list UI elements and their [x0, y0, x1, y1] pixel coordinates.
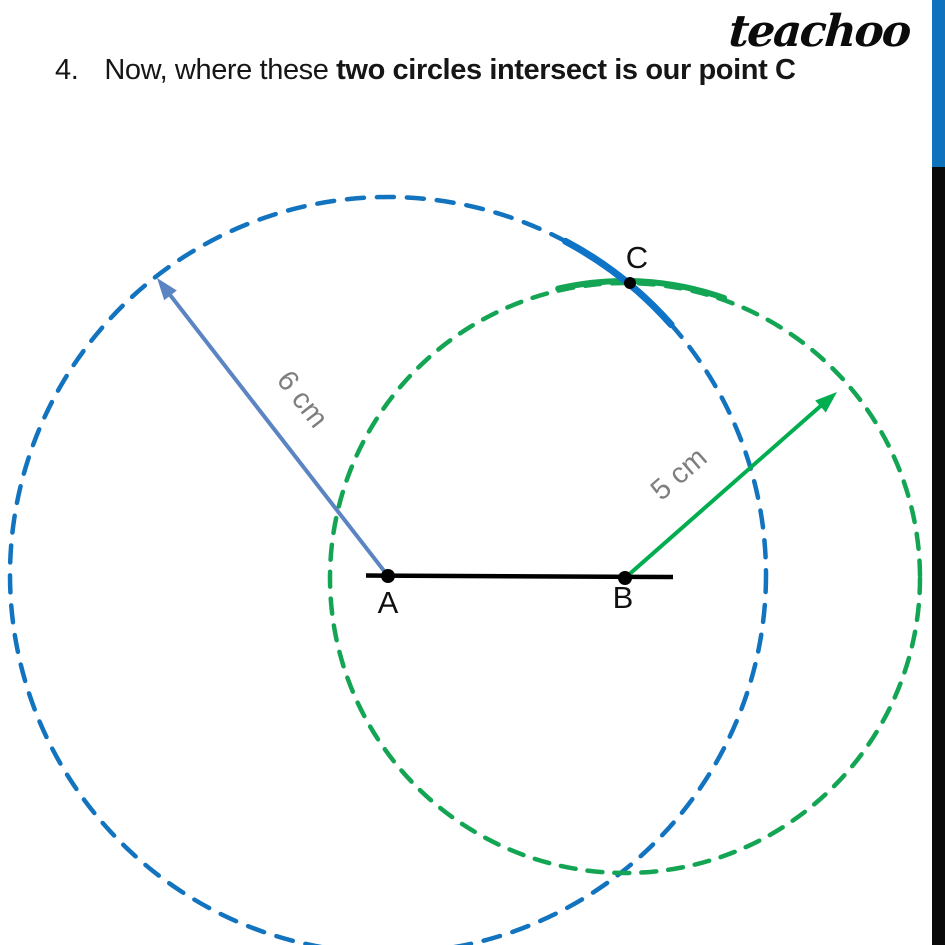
- point-a-dot: [381, 569, 395, 583]
- radius-b-measure-label: 5 cm: [644, 441, 714, 507]
- point-c-dot: [624, 277, 636, 289]
- point-c-label: C: [625, 240, 649, 275]
- radius-arrow-a-line: [167, 291, 388, 576]
- edge-bar-black: [932, 167, 945, 945]
- step-number: 4.: [55, 54, 79, 86]
- radius-a-measure-label: 6 cm: [270, 364, 335, 435]
- instruction-text-regular: Now, where these: [104, 54, 337, 86]
- point-a-label: A: [377, 585, 399, 620]
- edge-bar-blue: [932, 0, 945, 167]
- teachoo-logo: teachoo: [726, 6, 911, 57]
- point-b-label: B: [612, 580, 634, 615]
- instruction-text-bold: two circles intersect is our point C: [336, 54, 796, 86]
